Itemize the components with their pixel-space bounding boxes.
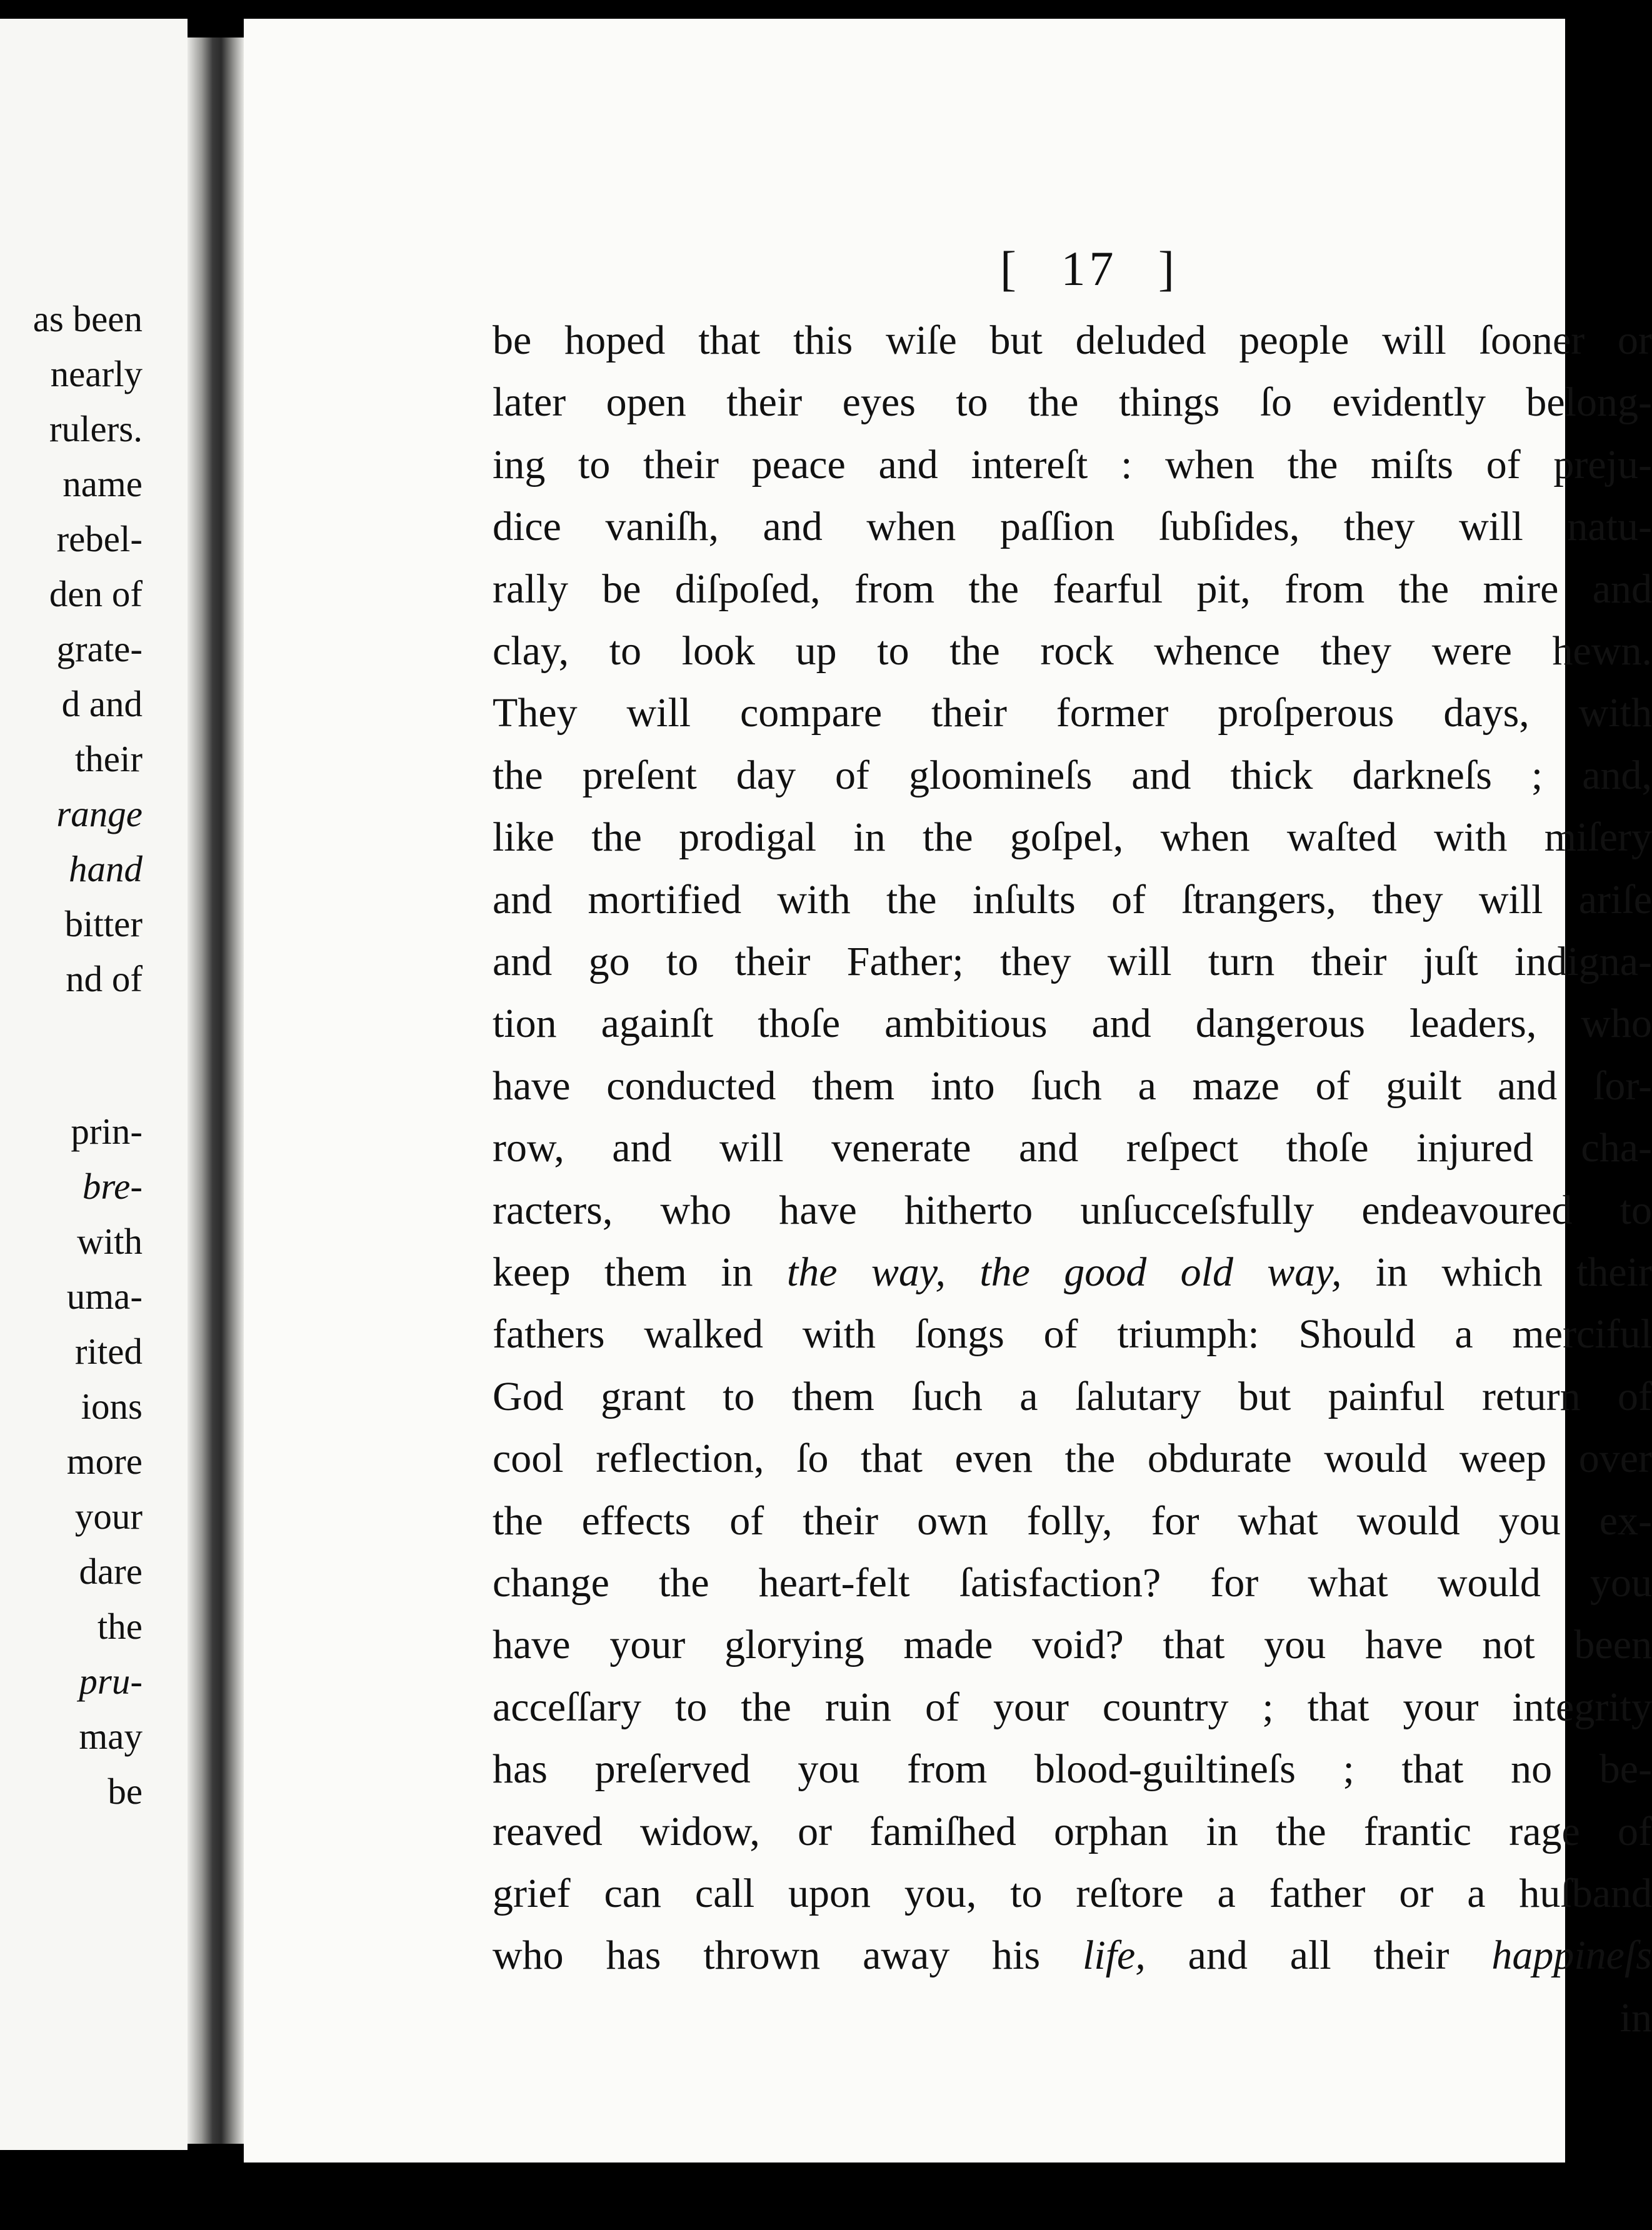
text-segment: and all their xyxy=(1145,1932,1492,1978)
italic-segment: the way, the good old way, xyxy=(786,1249,1342,1295)
facing-page-fragment: pru- xyxy=(79,1661,143,1702)
text-line xyxy=(493,1306,1652,1362)
text-segment: the preſent day of gloomineſs and thick darkneſs ; and, xyxy=(493,752,1652,798)
facing-page-fragment: with xyxy=(77,1221,143,1262)
text-segment: later open their eyes to the things ſo evidently belong- xyxy=(493,379,1652,425)
italic-segment: life, xyxy=(1083,1932,1146,1978)
text-line xyxy=(493,1866,1652,1922)
text-line xyxy=(493,809,1652,866)
text-line xyxy=(493,1617,1652,1673)
text-segment: like the prodigal in the goſpel, when waſted with miſery xyxy=(493,814,1652,860)
facing-page-fragment: rulers. xyxy=(49,408,143,449)
text-segment: clay, to look up to the rock whence they were hewn. xyxy=(493,628,1652,674)
text-segment: rally be diſpoſed, from the fearful pit, from the mire and xyxy=(493,566,1652,612)
text-segment: They will compare their former proſperous days, with xyxy=(493,690,1652,736)
text-line xyxy=(493,1928,1652,1984)
text-line xyxy=(493,623,1652,679)
text-line xyxy=(493,934,1652,990)
text-segment: ing to their peace and intereſt : when the miſts of preju- xyxy=(493,442,1652,488)
facing-page-fragment: may xyxy=(79,1716,143,1757)
facing-page-fragment: name xyxy=(63,463,143,504)
text-segment: have your glorying made void? that you have not been xyxy=(493,1622,1652,1668)
facing-page-fragment: nd of xyxy=(66,958,143,999)
text-segment: tion againſt thoſe ambitious and dangerous leaders, who xyxy=(493,1001,1652,1046)
text-line xyxy=(493,1120,1652,1176)
facing-page-fragment: hand xyxy=(69,848,143,889)
text-segment: row, and will venerate and reſpect thoſe injured cha- xyxy=(493,1125,1652,1171)
text-segment: acceſſary to the ruin of your country ; that your integrity xyxy=(493,1684,1652,1730)
facing-page-fragment: den of xyxy=(49,573,143,614)
text-segment: grief can call upon you, to reſtore a father or a huſband xyxy=(493,1871,1652,1916)
facing-page-edge xyxy=(0,19,188,2150)
text-segment: in which their xyxy=(1341,1249,1652,1295)
text-line xyxy=(493,1182,1652,1239)
facing-page-fragment: d and xyxy=(61,683,143,724)
text-segment: racters, who have hitherto unſucceſsfully endeavoured to xyxy=(493,1188,1652,1233)
text-segment: dice vaniſh, and when paſſion ſubſides, they will natu- xyxy=(493,504,1652,549)
facing-page-fragment: more xyxy=(66,1441,143,1482)
text-line xyxy=(493,561,1652,618)
text-line xyxy=(493,1679,1652,1736)
bracket-open: [ xyxy=(1000,241,1020,296)
text-segment: has preſerved you from blood-guiltineſs ; that no be- xyxy=(493,1746,1652,1792)
facing-page-fragment: rited xyxy=(74,1331,143,1372)
text-line xyxy=(493,312,1652,369)
catchword: in xyxy=(1619,1995,1652,2041)
facing-page-fragment: your xyxy=(74,1496,143,1537)
text-line xyxy=(493,499,1652,555)
text-segment: fathers walked with ſongs of triumph: Should a merciful xyxy=(493,1311,1652,1357)
text-segment: reaved widow, or famiſhed orphan in the frantic rage of xyxy=(493,1809,1652,1854)
bracket-close: ] xyxy=(1158,241,1178,296)
text-segment: and mortified with the inſults of ſtrangers, they will ariſe xyxy=(493,877,1652,922)
text-segment: who has thrown away his xyxy=(493,1932,1083,1978)
text-segment: God grant to them ſuch a ſalutary but painful return of xyxy=(493,1374,1652,1419)
text-line xyxy=(493,1493,1652,1549)
text-line xyxy=(493,872,1652,928)
text-segment: keep them in xyxy=(493,1249,787,1295)
page-header xyxy=(1000,241,1178,297)
text-line xyxy=(493,437,1652,493)
text-line xyxy=(493,1244,1652,1301)
text-line xyxy=(493,1058,1652,1114)
italic-segment: happineſs xyxy=(1491,1932,1652,1978)
facing-page-fragment: as been xyxy=(33,298,143,339)
text-segment: have conducted them into ſuch a maze of guilt and ſor- xyxy=(493,1063,1652,1109)
facing-page-fragment: ions xyxy=(81,1386,143,1427)
facing-page-fragment: uma- xyxy=(66,1276,143,1317)
facing-page-fragment: bitter xyxy=(64,903,143,944)
facing-page-fragment: nearly xyxy=(50,353,143,394)
facing-page-fragment: the xyxy=(97,1606,143,1647)
text-line xyxy=(493,685,1652,741)
page-number: 17 xyxy=(1061,241,1118,296)
text-line xyxy=(493,1804,1652,1860)
facing-page-fragment: be xyxy=(108,1771,143,1812)
facing-page-fragment: grate- xyxy=(56,628,143,669)
book-gutter xyxy=(188,38,244,2144)
text-segment: the effects of their own folly, for what would you ex- xyxy=(493,1498,1652,1544)
text-line xyxy=(493,374,1652,431)
facing-page-fragment: prin- xyxy=(71,1111,143,1152)
text-segment: change the heart-felt ſatisfaction? for what would you xyxy=(493,1560,1652,1606)
facing-page-fragment: dare xyxy=(79,1551,143,1592)
text-segment: and go to their Father; they will turn their juſt indigna- xyxy=(493,939,1652,984)
text-segment: cool reflection, ſo that even the obdurate would weep over xyxy=(493,1436,1652,1481)
text-segment: be hoped that this wiſe but deluded people will ſooner or xyxy=(493,318,1652,363)
facing-page-fragment: range xyxy=(56,793,143,834)
text-line xyxy=(493,1431,1652,1487)
page xyxy=(244,19,1652,2162)
text-line xyxy=(493,1741,1652,1798)
text-line xyxy=(493,996,1652,1052)
facing-page-fragment: rebel- xyxy=(56,518,143,559)
text-line xyxy=(493,748,1652,804)
facing-page-fragment: their xyxy=(74,738,143,779)
scan-border-bottom xyxy=(0,2162,1565,2230)
facing-page-fragment: bre- xyxy=(82,1166,143,1207)
text-line xyxy=(493,1369,1652,1425)
text-line xyxy=(493,1555,1652,1611)
